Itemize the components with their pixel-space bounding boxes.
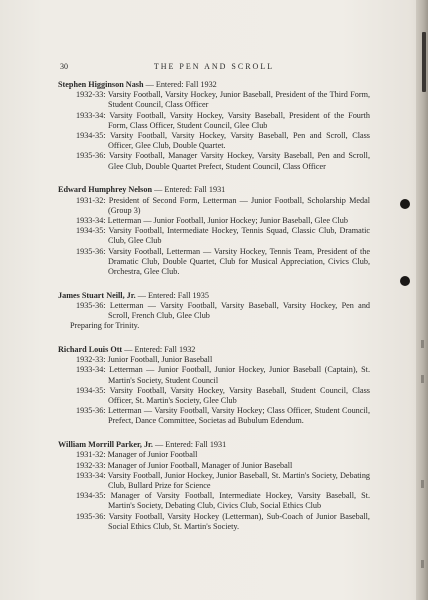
- school-year-label: 1933-34:: [76, 365, 106, 375]
- year-record: [76, 406, 371, 426]
- year-record: [76, 195, 370, 216]
- binding-tape: [422, 32, 426, 92]
- school-year-label: 1932-33:: [76, 460, 106, 470]
- entry-heading: [58, 291, 370, 301]
- student-name: Stephen Higginson Nash: [58, 80, 144, 89]
- entered-date: — Entered: Fall 1931: [152, 440, 227, 450]
- school-year-label: 1935-36:: [76, 406, 106, 416]
- entered-date: — Entered: Fall 1935: [135, 290, 209, 300]
- page-title: THE PEN AND SCROLL: [153, 62, 275, 71]
- student-entry: [58, 185, 370, 277]
- student-name: William Morrill Parker, Jr.: [58, 440, 153, 450]
- activities-text: Manager of Junior Football: [107, 450, 198, 460]
- activities-text: Letterman — Varsity Football, Varsity Baseball, Varsity Hockey, Pen and Scroll, French Club, Glee Club: [108, 300, 371, 321]
- binding-tick: [421, 480, 424, 488]
- year-record: [76, 450, 370, 460]
- entry-heading: [58, 440, 370, 450]
- binding-edge: [416, 0, 428, 600]
- activities-text: Varsity Football, Letterman — Varsity Hockey, Tennis Team, President of the Dramatic Club, Double Quartet, Club for Musical Appreciation, Civics Club, Orchestra, Glee Club.: [108, 246, 370, 276]
- entered-date: — Entered: Fall 1932: [122, 344, 196, 354]
- entry-heading: [58, 80, 370, 90]
- school-year-label: 1932-33:: [76, 90, 106, 100]
- school-year-label: 1934-35:: [76, 385, 106, 395]
- student-name: James Stuart Neill, Jr.: [58, 290, 136, 300]
- activities-text: Varsity Football, Varsity Hockey, Varsity Baseball, President of the Fourth Form, Class Officer, Student Council, Glee Club: [108, 110, 370, 130]
- year-record: [76, 460, 370, 471]
- school-year-label: 1931-32:: [76, 450, 106, 460]
- entries-list: [58, 80, 370, 545]
- year-record: [76, 491, 371, 511]
- school-year-label: 1932-33:: [76, 355, 106, 365]
- school-year-label: 1935-36:: [76, 151, 106, 161]
- activities-text: Varsity Football, Junior Hockey, Junior Baseball, St. Martin's Society, Debating Club, Bullard Prize for Science: [107, 470, 371, 490]
- binding-tick: [421, 340, 424, 348]
- activities-text: Varsity Football, Varsity Hockey (Letterman), Sub-Coach of Junior Baseball, Social Ethics Club, St. Martin's Society.: [108, 511, 370, 531]
- year-record: [76, 470, 371, 491]
- school-year-label: 1933-34:: [76, 215, 106, 225]
- school-year-label: 1933-34:: [76, 470, 106, 480]
- punch-hole: [400, 276, 410, 286]
- year-record: [76, 110, 370, 131]
- student-name: Richard Louis Ott: [58, 344, 123, 354]
- page-header: [60, 62, 368, 74]
- activities-text: President of Second Form, Letterman — Junior Football, Scholarship Medal (Group 3): [108, 195, 370, 215]
- page-number: 30: [60, 62, 68, 71]
- activities-text: Letterman — Junior Football, Junior Hockey, Junior Baseball (Captain), St. Martin's Society, Student Council: [108, 365, 370, 385]
- school-year-label: 1935-36:: [76, 246, 106, 256]
- student-entry: [58, 440, 370, 532]
- school-year-label: 1934-35:: [76, 491, 106, 501]
- year-record: [76, 151, 370, 171]
- entry-note: Preparing for Trinity.: [70, 321, 140, 331]
- punch-hole: [400, 199, 410, 209]
- year-record: [76, 355, 370, 365]
- entry-heading: [58, 345, 370, 355]
- activities-text: Junior Football, Junior Baseball: [107, 355, 213, 365]
- year-record: [76, 226, 370, 246]
- year-record: [76, 246, 370, 278]
- year-record: [76, 215, 370, 226]
- student-entry: [58, 80, 370, 172]
- year-record: [76, 90, 370, 110]
- year-record: [76, 511, 370, 532]
- binding-tick: [421, 560, 424, 568]
- activities-text: Varsity Football, Intermediate Hockey, Tennis Squad, Classic Club, Dramatic Club, Glee Club: [108, 226, 370, 246]
- entry-heading: [58, 185, 370, 195]
- year-record: [76, 300, 371, 321]
- school-year-label: 1933-34:: [76, 110, 106, 120]
- activities-text: Varsity Football, Manager Varsity Hockey, Varsity Baseball, Pen and Scroll, Glee Club, Double Quartet Prefect, Student Council, Class Officer: [108, 151, 370, 171]
- student-entry: [58, 345, 370, 427]
- activities-text: Varsity Football, Varsity Hockey, Varsity Baseball, Student Council, Class Officer, St. Martin's Society, Glee Club: [108, 385, 370, 405]
- activities-text: Varsity Football, Varsity Hockey, Varsity Baseball, Pen and Scroll, Class Officer, Glee Club, Double Quartet.: [108, 131, 370, 151]
- activities-text: Manager of Junior Football, Manager of Junior Baseball: [107, 460, 293, 470]
- school-year-label: 1935-36:: [76, 300, 106, 310]
- year-record: [76, 131, 370, 151]
- entered-date: — Entered: Fall 1932: [143, 80, 217, 89]
- activities-text: Letterman — Junior Football, Junior Hockey; Junior Baseball, Glee Club: [107, 215, 348, 225]
- school-year-label: 1934-35:: [76, 226, 106, 236]
- student-name: Edward Humphrey Nelson: [58, 185, 153, 195]
- entered-date: — Entered: Fall 1931: [152, 185, 226, 195]
- activities-text: Letterman — Varsity Football, Varsity Hockey; Class Officer, Student Council, Prefect, Dance Committee, Societas ad Bubulum Edendum.: [107, 406, 371, 426]
- school-year-label: 1935-36:: [76, 511, 106, 521]
- activities-text: Varsity Football, Varsity Hockey, Junior Baseball, President of the Third Form, Student Council, Class Officer: [107, 90, 370, 110]
- year-record: [76, 385, 370, 406]
- activities-text: Manager of Varsity Football, Intermediate Hockey, Varsity Baseball, St. Martin's Society, Debating Club, Civics Club, Social Ethics Club: [108, 491, 371, 511]
- school-year-label: 1931-32:: [76, 195, 106, 205]
- binding-tick: [421, 375, 424, 383]
- school-year-label: 1934-35:: [76, 131, 106, 141]
- year-record: [76, 365, 370, 385]
- student-entry: [58, 291, 370, 332]
